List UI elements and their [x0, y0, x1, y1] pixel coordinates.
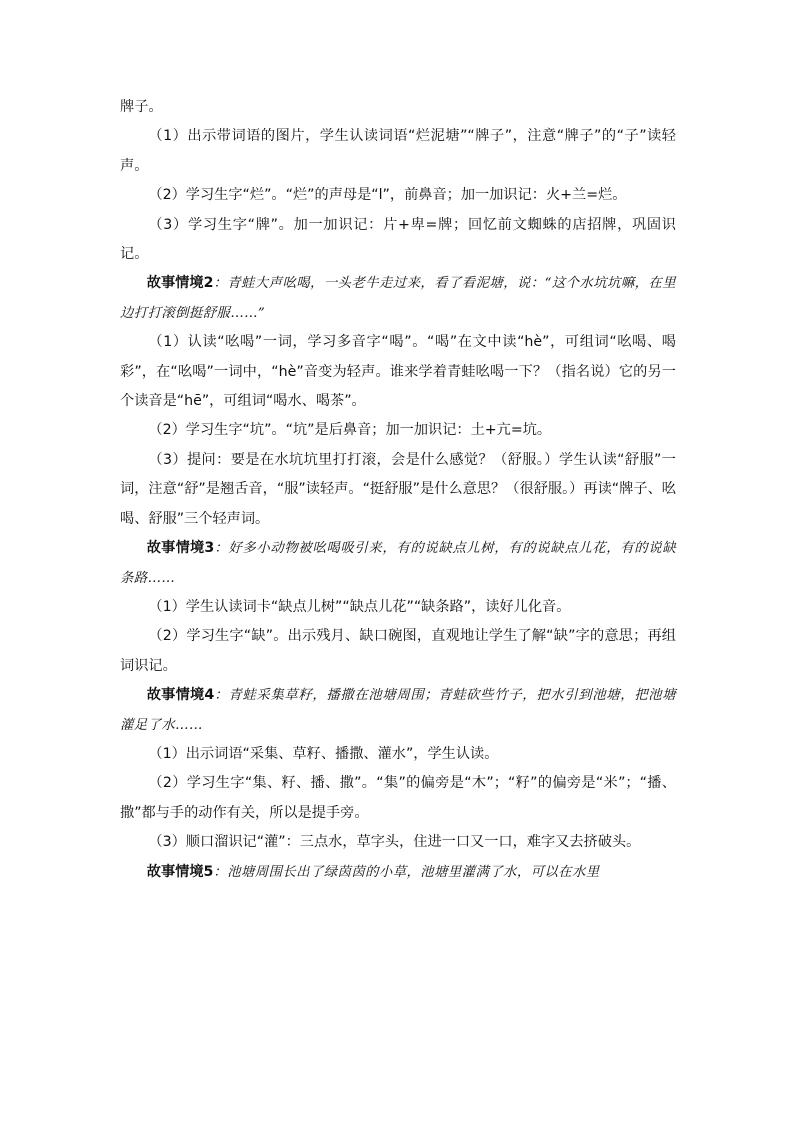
- paragraph-step-3: （3）提问：要是在水坑坑里打打滚，会是什么感觉？（舒服。）学生认读“舒服”一词，注意“舒”是翘舌音，“服”读轻声。“挺舒服”是什么意思？（很舒服。）再读“牌子、吆喝、舒服”三个轻声词。: [120, 451, 676, 527]
- story-text: ：池塘周围长出了绿茵茵的小草，池塘里灌满了水，可以在水里: [213, 864, 600, 880]
- story-scenario-2: [120, 269, 676, 328]
- paragraph-step-2: （2）学习生字“缺”。出示残月、缺口碗图，直观地让学生了解“缺”字的意思；再组词识记。: [120, 628, 676, 674]
- paragraph-step-1: （1）出示词语“采集、草籽、播撒、灌水”，学生认读。: [148, 745, 499, 762]
- story-scenario-4: [120, 681, 676, 740]
- paragraph-step-3: （3）学习生字“牌”。加一加识记：片+卑=牌；回忆前文蜘蛛的店招牌，巩固识记。: [120, 216, 676, 263]
- paragraph-step-2: （2）学习生字“坑”。“坑”是后鼻音；加一加识记：土+亢=坑。: [148, 422, 552, 439]
- story-label: 故事情境2: [146, 275, 214, 292]
- paragraph-step-1: （1）认读“吆喝”一词，学习多音字“喝”。“喝”在文中读“hè”，可组词“吆喝、喝彩”，在“吆喝”一词中，“hè”音变为轻声。谁来学着青蛙吆喝一下？（指名说）它的另一个读音是“hē”，可组词“喝水、喝茶”。: [120, 334, 676, 410]
- story-label: 故事情境3: [146, 540, 215, 557]
- story-text: ：青蛙大声吆喝，一头老牛走过来，看了看泥塘，说：“这个水坑坑嘛，在里边打打滚倒挺舒服……”: [120, 276, 676, 321]
- paragraph-step-1: （1）学生认读词卡“缺点儿树”“缺点儿花”“缺条路”，读好儿化音。: [148, 598, 571, 615]
- paragraph-step-1: （1）出示带词语的图片，学生认读词语“烂泥塘”“牌子”，注意“牌子”的“子”读轻声。: [120, 128, 676, 174]
- paragraph-step-2: （2）学习生字“集、籽、播、撒”。“集”的偏旁是“木”；“籽”的偏旁是“米”；“播、撒”都与手的动作有关，所以是提手旁。: [120, 775, 676, 821]
- story-text: ：好多小动物被吆喝吸引来，有的说缺点儿树，有的说缺点儿花，有的说缺条路……: [120, 541, 676, 586]
- paragraph-step-3: （3）顺口溜识记“灌”：三点水，草字头，住进一口又一口，难字又去挤破头。: [148, 834, 641, 851]
- document-page: [120, 93, 676, 887]
- story-scenario-3: [120, 534, 676, 593]
- paragraph-step-2: （2）学习生字“烂”。“烂”的声母是“l”，前鼻音；加一加识记：火+兰=烂。: [148, 187, 627, 204]
- story-label: 故事情境5: [146, 863, 214, 880]
- paragraph-continuation: 牌子。: [120, 99, 163, 115]
- story-label: 故事情境4: [146, 687, 215, 704]
- story-text: ：青蛙采集草籽，播撒在池塘周围；青蛙砍些竹子，把水引到池塘，把池塘灌足了水……: [120, 688, 676, 733]
- story-scenario-5: [120, 858, 676, 887]
